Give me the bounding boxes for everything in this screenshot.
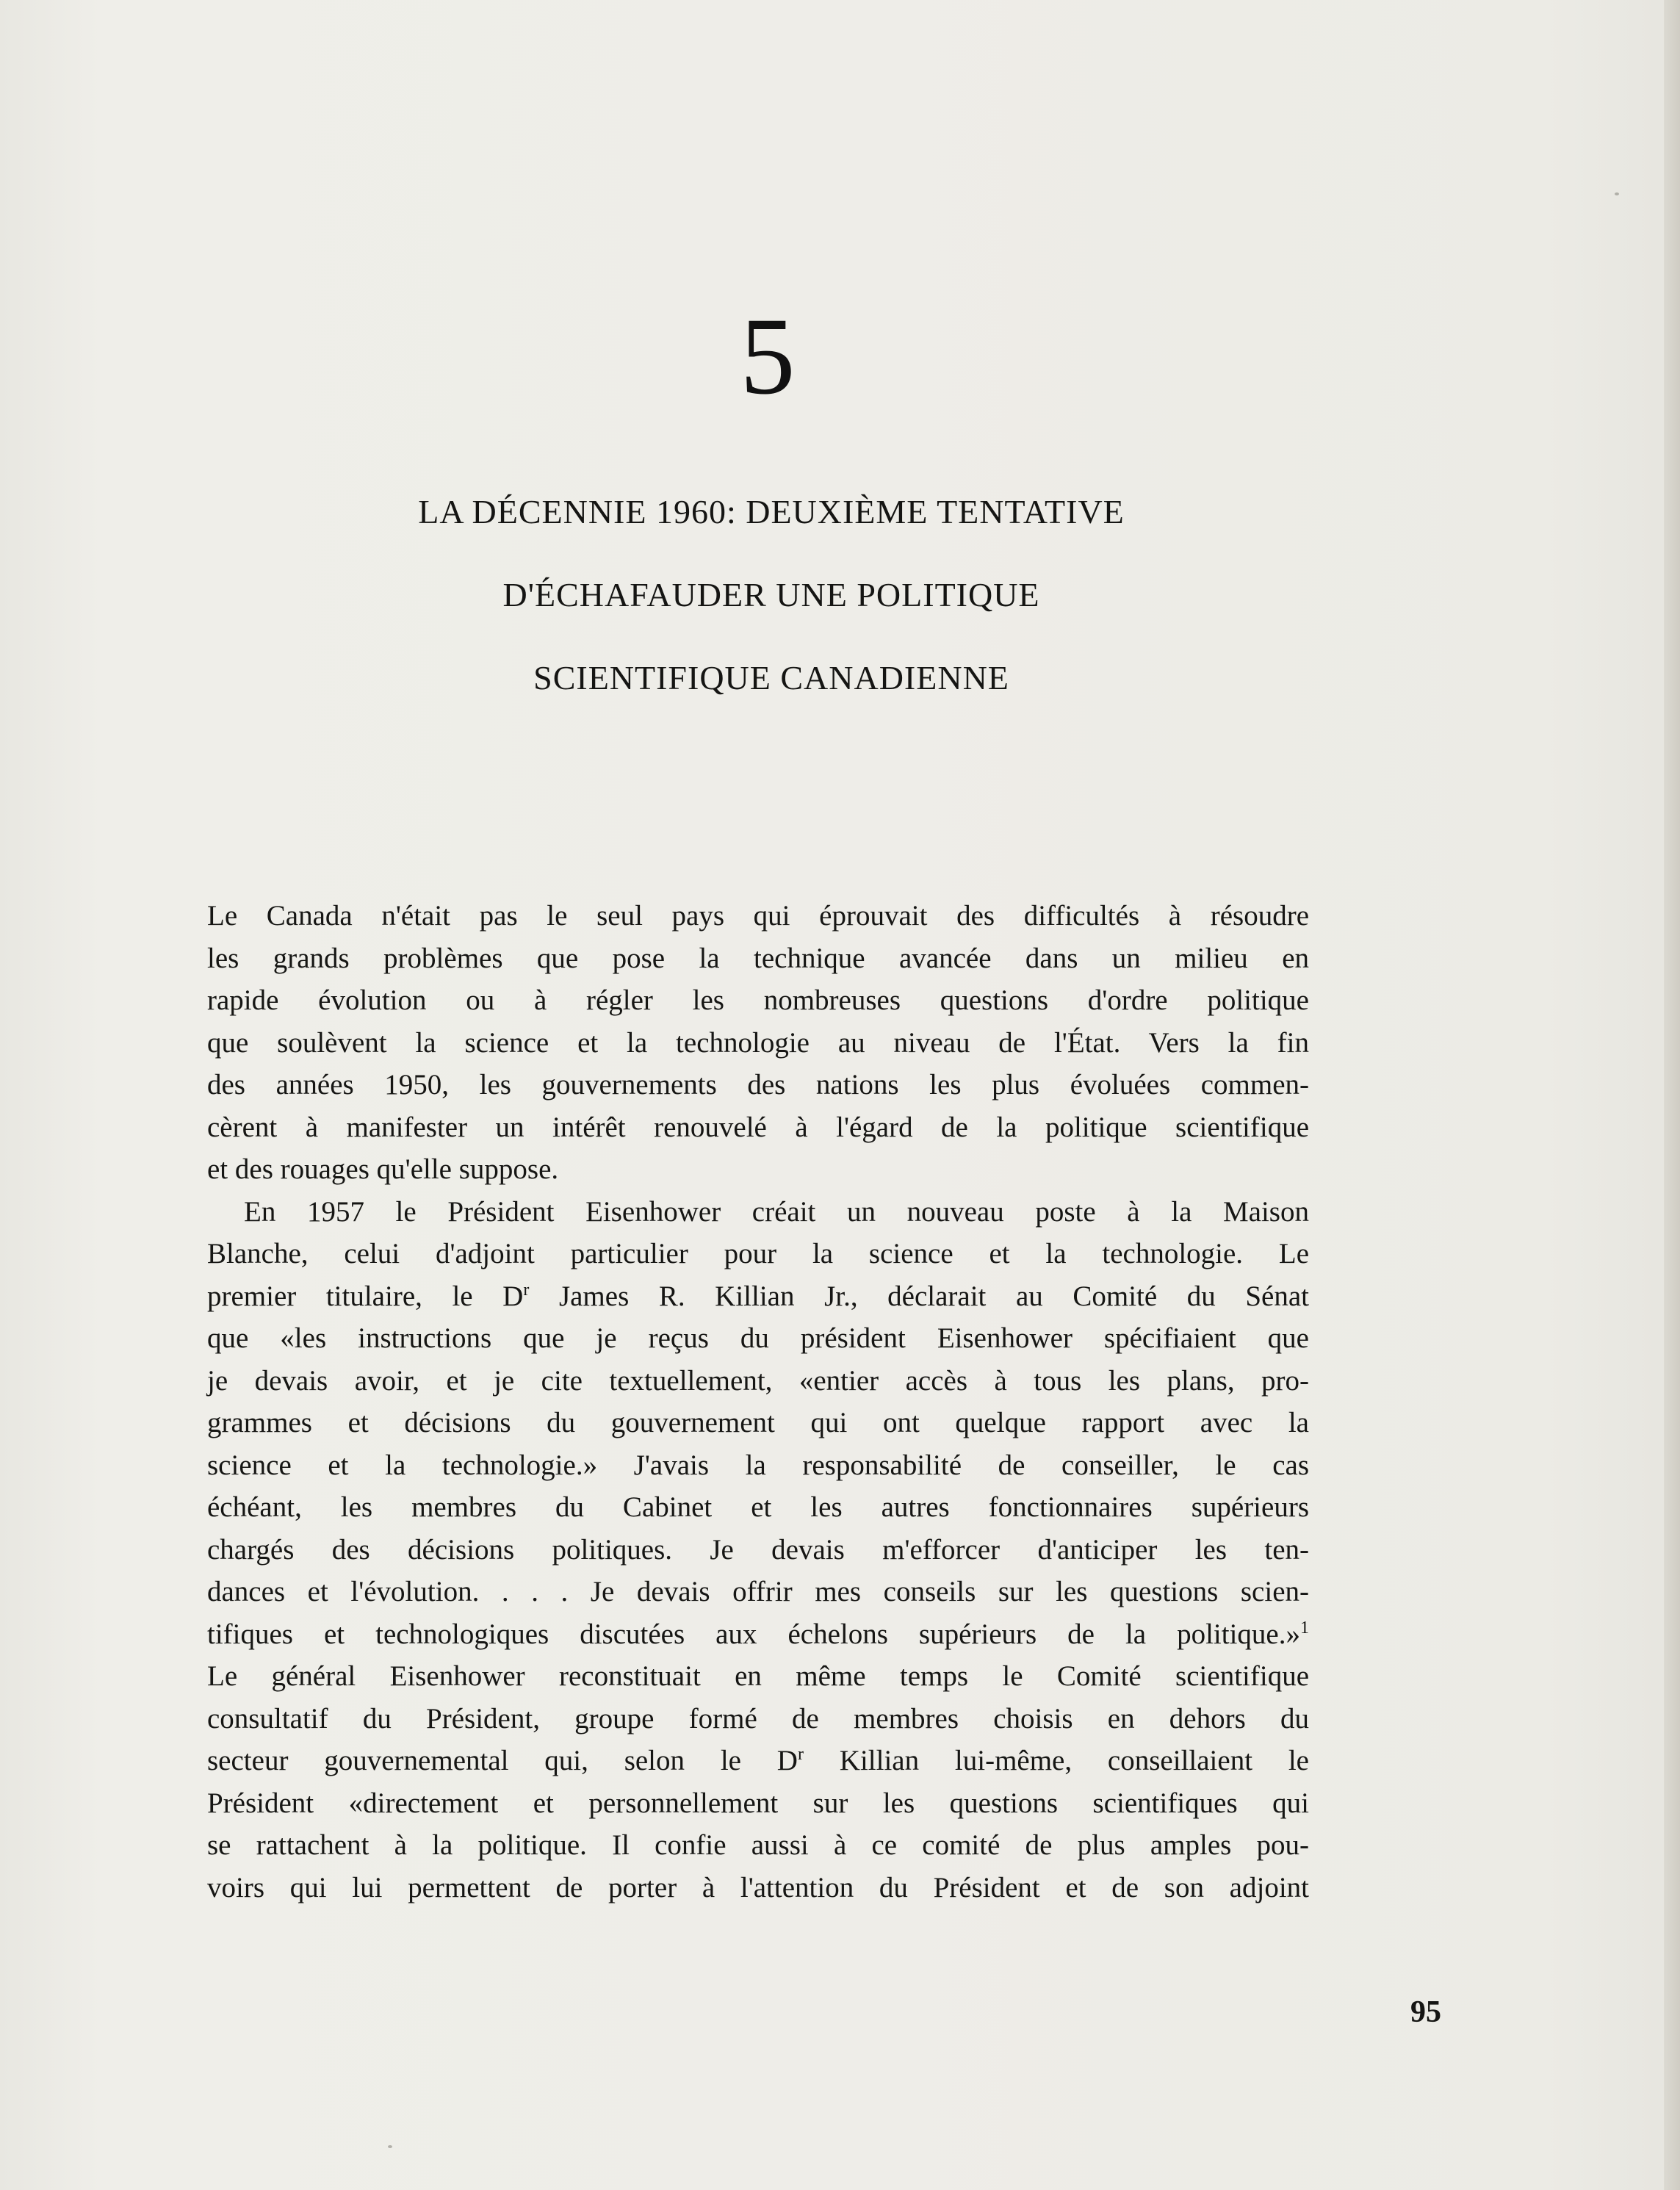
text-line: Blanche, celui d'adjoint particulier pour la science et la technologie. Le bbox=[207, 1238, 1309, 1269]
page-edge bbox=[1664, 0, 1680, 2190]
text-line: que soulèvent la science et la technologie au niveau de l'État. Vers la fin bbox=[207, 1026, 1309, 1059]
chapter-number: 5 bbox=[740, 295, 796, 417]
text-line: des années 1950, les gouvernements des nations les plus évoluées commen- bbox=[207, 1069, 1309, 1101]
text-line: cèrent à manifester un intérêt renouvelé à l'égard de la politique scientifique bbox=[207, 1111, 1309, 1143]
body-text bbox=[207, 895, 1309, 1909]
superscript: r bbox=[797, 1745, 804, 1764]
text-line: voirs qui lui permettent de porter à l'attention du Président et de son adjoint bbox=[207, 1871, 1309, 1903]
text-segment: premier titulaire, le D bbox=[207, 1280, 524, 1312]
text-line bbox=[207, 1740, 1309, 1782]
text-line bbox=[207, 1275, 1309, 1318]
text-line: consultatif du Président, groupe formé de membres choisis en dehors du bbox=[207, 1702, 1309, 1735]
text-line: et des rouages qu'elle suppose. bbox=[207, 1153, 559, 1185]
chapter-title-line: LA DÉCENNIE 1960: DEUXIÈME TENTATIVE bbox=[418, 493, 1125, 530]
chapter-title-line: SCIENTIFIQUE CANADIENNE bbox=[533, 659, 1009, 696]
paragraph-2 bbox=[207, 1191, 1309, 1909]
text-line: Le Canada n'était pas le seul pays qui éprouvait des difficultés à résoudre bbox=[207, 900, 1309, 932]
text-line bbox=[207, 1613, 1309, 1656]
text-line: grammes et décisions du gouvernement qui ont quelque rapport avec la bbox=[207, 1407, 1309, 1438]
text-line: rapide évolution ou à régler les nombreuses questions d'ordre politique bbox=[207, 984, 1309, 1016]
text-line: échéant, les membres du Cabinet et les autres fonctionnaires supérieurs bbox=[207, 1491, 1309, 1523]
smudge-mark bbox=[388, 2145, 392, 2148]
text-segment: tifiques et technologiques discutées aux échelons supérieurs de la politique.» bbox=[207, 1618, 1300, 1650]
text-line: que «les instructions que je reçus du président Eisenhower spécifiaient que bbox=[207, 1322, 1309, 1354]
text-line: chargés des décisions politiques. Je devais m'efforcer d'anticiper les ten- bbox=[207, 1533, 1309, 1566]
text-segment: Killian lui-même, conseillaient le bbox=[803, 1745, 1309, 1776]
text-line: je devais avoir, et je cite textuellement, «entier accès à tous les plans, pro- bbox=[207, 1364, 1309, 1397]
footnote-ref: 1 bbox=[1300, 1618, 1309, 1638]
text-line: Le général Eisenhower reconstituait en même temps le Comité scientifique bbox=[207, 1660, 1309, 1692]
text-line: dances et l'évolution. . . . Je devais offrir mes conseils sur les questions scien- bbox=[207, 1576, 1309, 1607]
page-number: 95 bbox=[1410, 1995, 1441, 2029]
text-segment: secteur gouvernemental qui, selon le D bbox=[207, 1745, 798, 1776]
smudge-mark bbox=[1615, 192, 1619, 195]
chapter-title-line: D'ÉCHAFAUDER UNE POLITIQUE bbox=[502, 576, 1040, 613]
chapter-title bbox=[213, 470, 1330, 719]
text-segment: James R. Killian Jr., déclarait au Comité du Sénat bbox=[529, 1280, 1309, 1312]
text-line: science et la technologie.» J'avais la responsabilité de conseiller, le cas bbox=[207, 1449, 1309, 1481]
superscript: r bbox=[523, 1280, 530, 1300]
paragraph-1 bbox=[207, 895, 1309, 1191]
text-line: En 1957 le Président Eisenhower créait un nouveau poste à la Maison bbox=[244, 1195, 1309, 1228]
text-line: les grands problèmes que pose la technique avancée dans un milieu en bbox=[207, 942, 1309, 974]
text-line: Président «directement et personnellement sur les questions scientifiques qui bbox=[207, 1787, 1309, 1819]
text-line: se rattachent à la politique. Il confie aussi à ce comité de plus amples pou- bbox=[207, 1829, 1309, 1861]
